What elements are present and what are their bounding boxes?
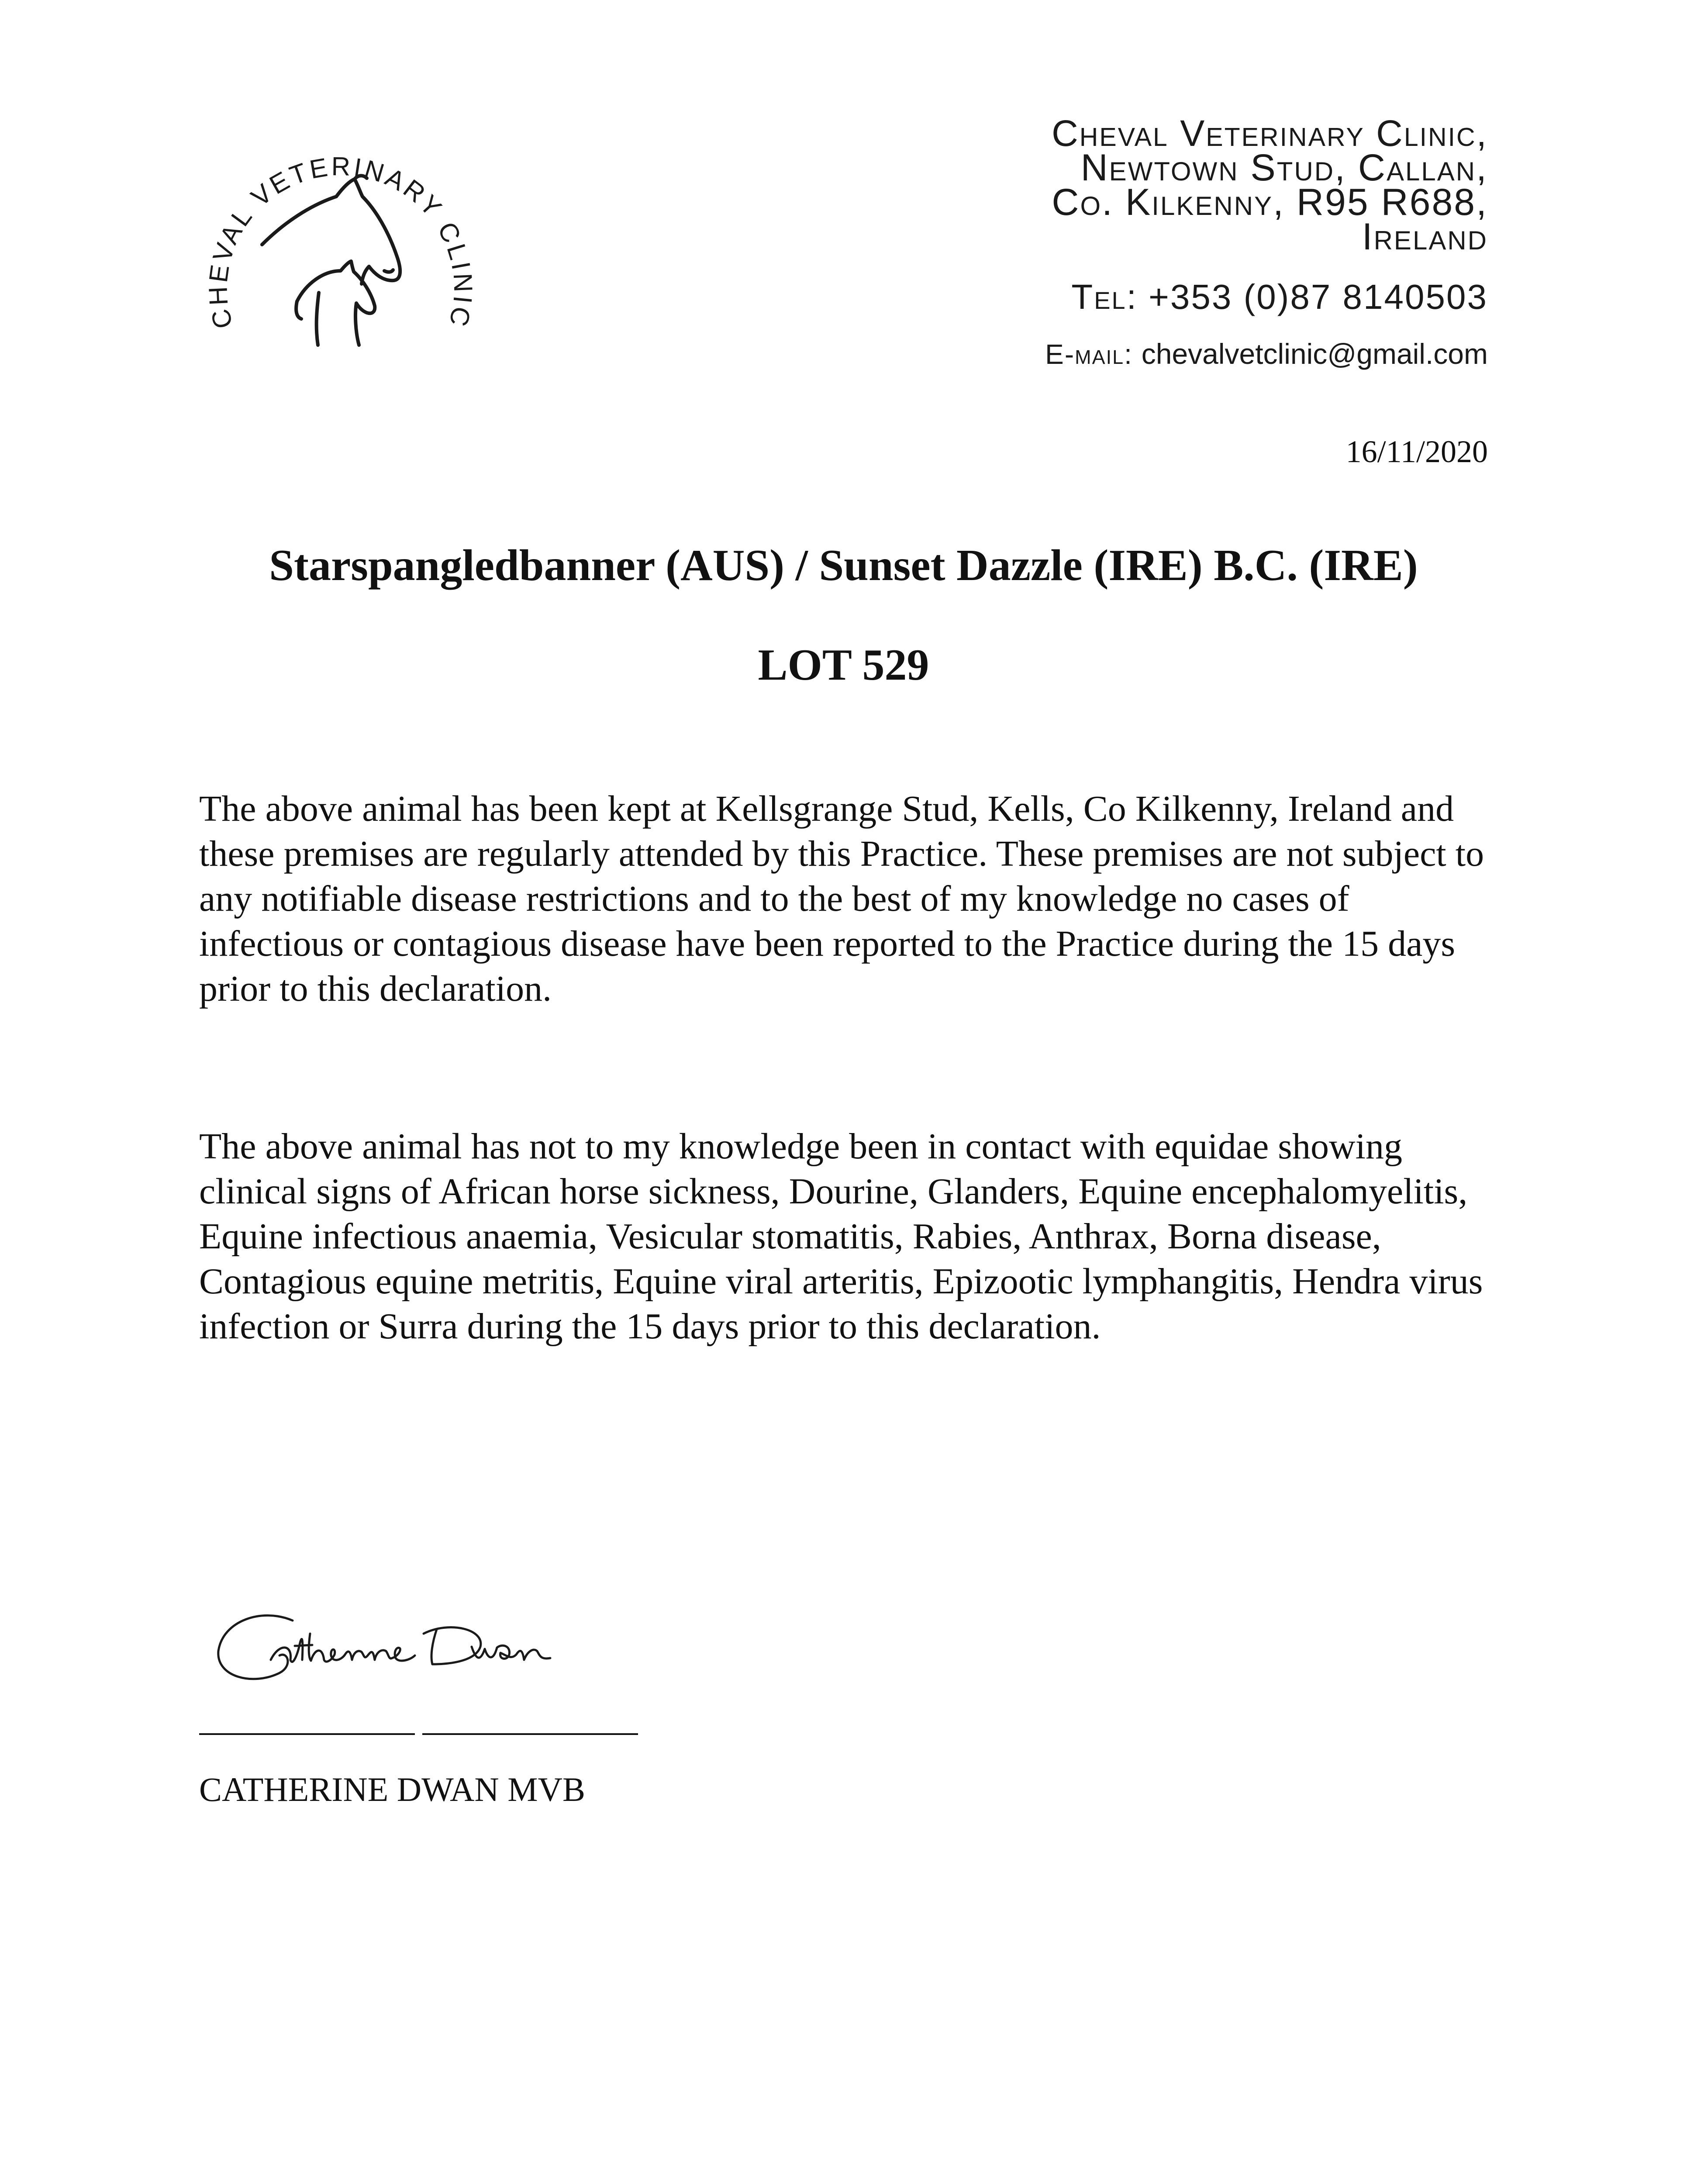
address-line: Newtown Stud, Callan, xyxy=(1080,147,1488,189)
declaration-paragraph-1: The above animal has been kept at Kellsgrange Stud, Kells, Co Kilkenny, Ireland and these premises are regularly attended by this Practice. These premises are not subject to any notifiable disease restrictions and to the best of my knowledge no cases of infectious or contagious disease have been reported to the Practice during the 15 days prior to this declaration. xyxy=(199,788,1484,1009)
email-address: chevalvetclinic@gmail.com xyxy=(1141,338,1488,370)
horse-head-icon xyxy=(262,176,400,345)
address-line: Ireland xyxy=(1362,216,1488,258)
declaration-paragraph-2: The above animal has not to my knowledge been in contact with equidae showing clinical signs of African horse sickness, Dourine, Glanders, Equine encephalomyelitis, Equine infectious anaemia, Vesicular stomatitis, Rabies, Anthrax, Borna disease, Contagious equine metritis, Equine viral arteritis, Epizootic lymphangitis, Hendra virus infection or Surra during the 15 days prior to this declaration. xyxy=(199,1126,1483,1347)
telephone: Tel: +353 (0)87 8140503 xyxy=(1071,277,1488,316)
email-label: E-mail: xyxy=(1045,339,1142,370)
signature-line xyxy=(199,1733,415,1735)
email-row xyxy=(745,337,1488,370)
clinic-name: Cheval Veterinary Clinic, xyxy=(1052,113,1488,154)
signer-name: CATHERINE DWAN MVB xyxy=(199,1770,585,1808)
signature-line xyxy=(422,1733,638,1735)
logo-circular-text: CHEVAL VETERINARY CLINIC xyxy=(203,152,478,332)
clinic-logo xyxy=(192,127,498,371)
handwritten-signature xyxy=(205,1594,598,1699)
address-line: Co. Kilkenny, R95 R688, xyxy=(1052,181,1488,223)
clinic-letterhead xyxy=(745,113,1488,370)
document-title: Starspangledbanner (AUS) / Sunset Dazzle (IRE) B.C. (IRE) xyxy=(269,541,1418,590)
document-date: 16/11/2020 xyxy=(1345,434,1488,469)
lot-number: LOT 529 xyxy=(758,640,929,690)
